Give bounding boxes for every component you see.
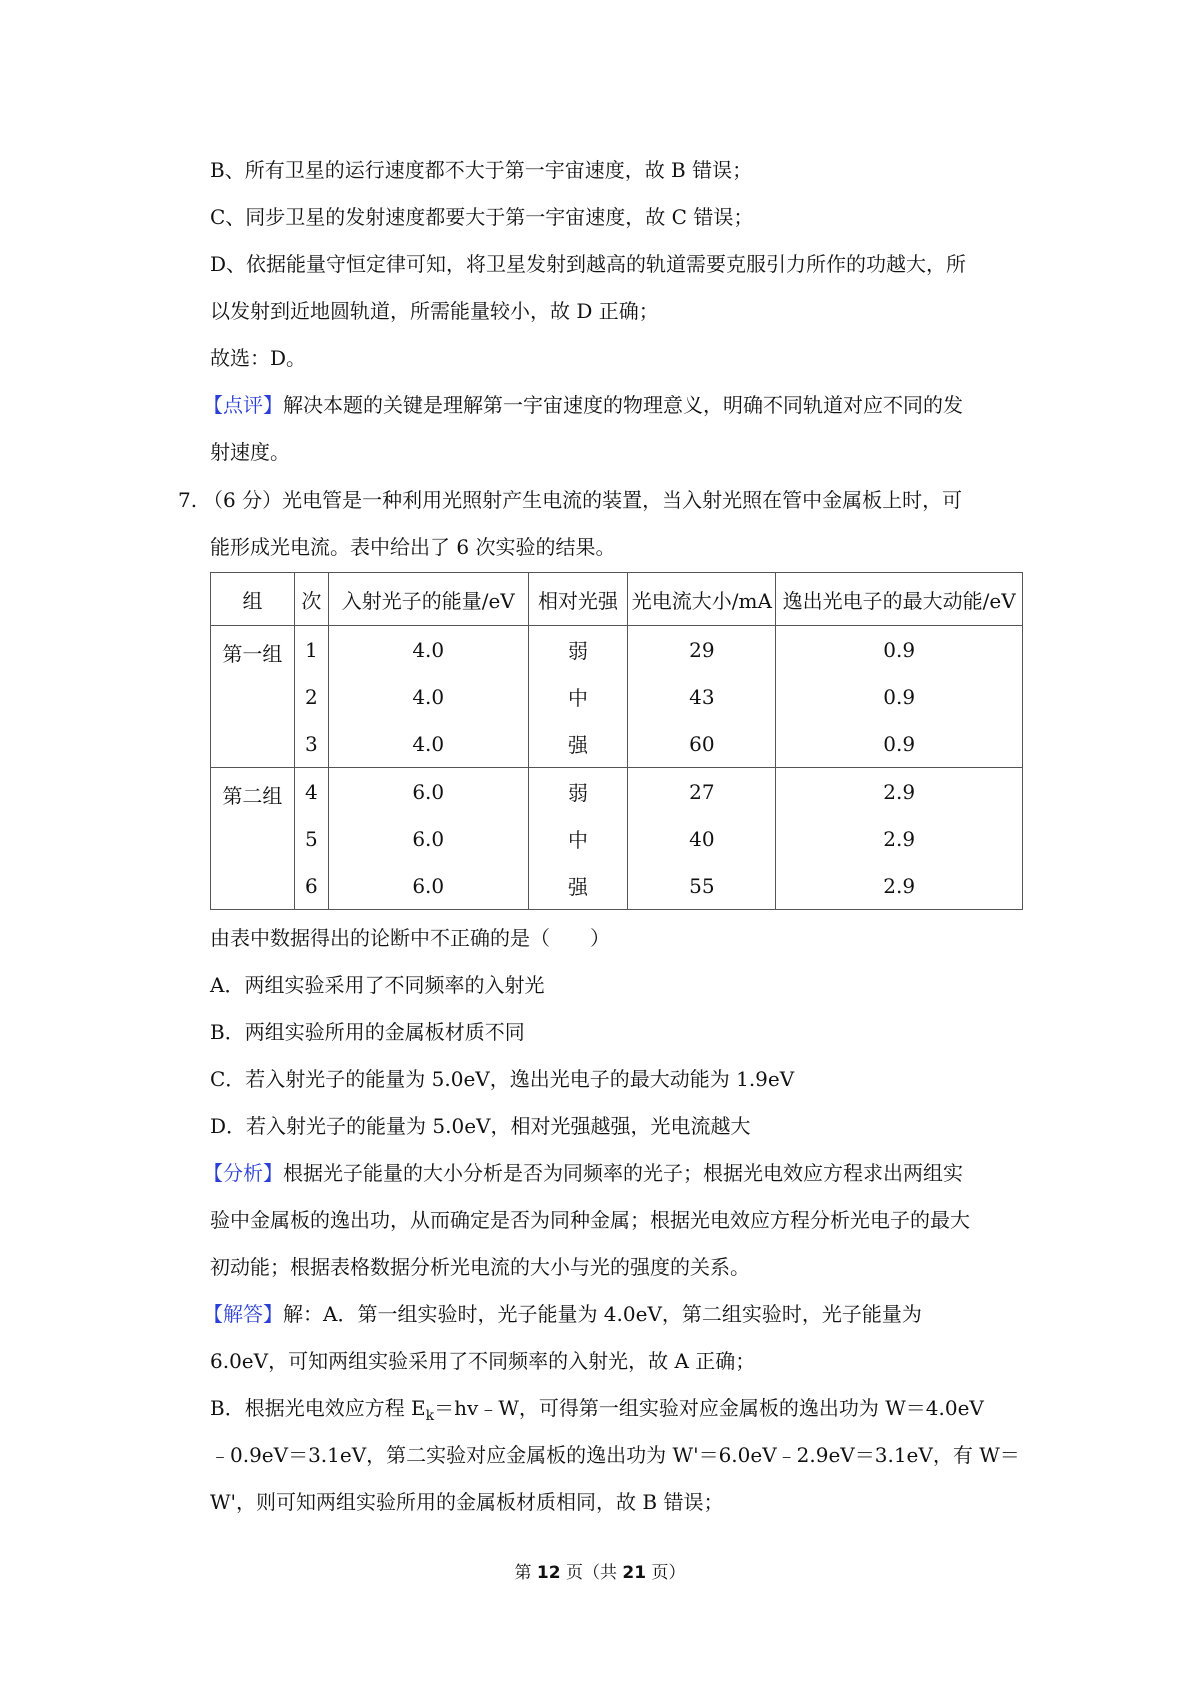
table-cell: 55 <box>628 862 776 910</box>
table-cell: 2 <box>294 673 328 720</box>
table-cell: 弱 <box>528 626 628 674</box>
option-d: D．若入射光子的能量为 5.0eV，相对光强越强，光电流越大 <box>210 1114 751 1138</box>
group-name-cell: 第二组 <box>211 768 295 910</box>
table-cell: 0.9 <box>776 720 1023 768</box>
question-number: 7. <box>178 488 198 512</box>
text-line <box>210 1394 984 1430</box>
review-paragraph <box>203 391 963 419</box>
analysis-paragraph <box>203 1159 963 1187</box>
analysis-text: 根据光子能量的大小分析是否为同频率的光子；根据光电效应方程求出两组实 <box>283 1161 963 1185</box>
text-line: C、同步卫星的发射速度都要大于第一宇宙速度，故 C 错误； <box>210 205 754 229</box>
table-cell: 40 <box>628 815 776 862</box>
footer-prefix: 第 <box>514 1563 532 1583</box>
table-cell: 强 <box>528 720 628 768</box>
analysis-tag: 【分析】 <box>203 1161 283 1185</box>
table-row <box>211 673 1023 720</box>
formula-text: ＝hv﹣W，可得第一组实验对应金属板的逸出功为 W＝4.0eV <box>434 1396 984 1420</box>
table-cell: 6 <box>294 862 328 910</box>
table-cell: 4.0 <box>328 673 528 720</box>
table-cell: 6.0 <box>328 768 528 816</box>
question-text: （6 分）光电管是一种利用光照射产生电流的装置，当入射光照在管中金属板上时，可 <box>203 488 963 512</box>
table-row <box>211 815 1023 862</box>
solution-text: 解：A．第一组实验时，光子能量为 4.0eV，第二组实验时，光子能量为 <box>283 1302 922 1326</box>
table-header-row <box>211 573 1023 626</box>
table-cell: 0.9 <box>776 626 1023 674</box>
header-cell: 相对光强 <box>528 573 628 626</box>
table-cell: 5 <box>294 815 328 862</box>
text-line: 故选：D。 <box>210 346 307 370</box>
table-cell: 0.9 <box>776 673 1023 720</box>
table-cell: 27 <box>628 768 776 816</box>
table-cell: 4.0 <box>328 720 528 768</box>
experiment-table <box>210 572 1023 910</box>
review-tag: 【点评】 <box>203 393 283 417</box>
table-cell: 4 <box>294 768 328 816</box>
total-pages: 21 <box>622 1563 647 1583</box>
option-c: C．若入射光子的能量为 5.0eV，逸出光电子的最大动能为 1.9eV <box>210 1067 795 1091</box>
table-cell: 6.0 <box>328 862 528 910</box>
text-line: 6.0eV，可知两组实验采用了不同频率的入射光，故 A 正确； <box>210 1349 756 1373</box>
table-row <box>211 862 1023 910</box>
table-cell: 3 <box>294 720 328 768</box>
table-row <box>211 720 1023 768</box>
table-cell: 2.9 <box>776 815 1023 862</box>
text-line: 验中金属板的逸出功，从而确定是否为同种金属；根据光电效应方程分析光电子的最大 <box>210 1208 970 1232</box>
footer-middle: 页（共 <box>566 1563 617 1583</box>
header-cell: 光电流大小/mA <box>628 573 776 626</box>
review-text: 解决本题的关键是理解第一宇宙速度的物理意义，明确不同轨道对应不同的发 <box>283 393 963 417</box>
table-cell: 29 <box>628 626 776 674</box>
question-text: 能形成光电流。表中给出了 6 次实验的结果。 <box>210 535 616 559</box>
table-cell: 中 <box>528 815 628 862</box>
header-cell: 次 <box>294 573 328 626</box>
table-cell: 弱 <box>528 768 628 816</box>
header-cell: 逸出光电子的最大动能/eV <box>776 573 1023 626</box>
table-cell: 1 <box>294 626 328 674</box>
group-name-cell: 第一组 <box>211 626 295 768</box>
header-cell: 入射光子的能量/eV <box>328 573 528 626</box>
question-prompt: 由表中数据得出的论断中不正确的是（ ） <box>210 926 610 950</box>
table-cell: 中 <box>528 673 628 720</box>
formula-text: B．根据光电效应方程 E <box>210 1396 426 1420</box>
text-line: 初动能；根据表格数据分析光电流的大小与光的强度的关系。 <box>210 1255 750 1279</box>
page-footer <box>0 1558 1200 1583</box>
table-row <box>211 626 1023 674</box>
text-line: B、所有卫星的运行速度都不大于第一宇宙速度，故 B 错误； <box>210 158 753 182</box>
option-b: B．两组实验所用的金属板材质不同 <box>210 1020 525 1044</box>
table-cell: 强 <box>528 862 628 910</box>
page-number: 12 <box>536 1563 561 1583</box>
text-line: ﹣0.9eV＝3.1eV，第二实验对应金属板的逸出功为 W'＝6.0eV﹣2.9eV＝3.1eV，有 W＝ <box>210 1443 1020 1467</box>
table-cell: 6.0 <box>328 815 528 862</box>
footer-suffix: 页） <box>651 1563 686 1583</box>
table-cell: 2.9 <box>776 768 1023 816</box>
table-cell: 43 <box>628 673 776 720</box>
text-line: 射速度。 <box>210 440 290 464</box>
option-a: A．两组实验采用了不同频率的入射光 <box>210 973 545 997</box>
subscript: k <box>425 1408 435 1424</box>
text-line: W'，则可知两组实验所用的金属板材质相同，故 B 错误； <box>210 1490 724 1514</box>
table-cell: 4.0 <box>328 626 528 674</box>
table-cell: 60 <box>628 720 776 768</box>
header-cell: 组 <box>211 573 295 626</box>
text-line: D、依据能量守恒定律可知，将卫星发射到越高的轨道需要克服引力所作的功越大，所 <box>210 252 967 276</box>
text-line: 以发射到近地圆轨道，所需能量较小，故 D 正确； <box>210 299 659 323</box>
solution-tag: 【解答】 <box>203 1302 283 1326</box>
table-cell: 2.9 <box>776 862 1023 910</box>
solution-paragraph <box>203 1300 922 1328</box>
table-row <box>211 768 1023 816</box>
